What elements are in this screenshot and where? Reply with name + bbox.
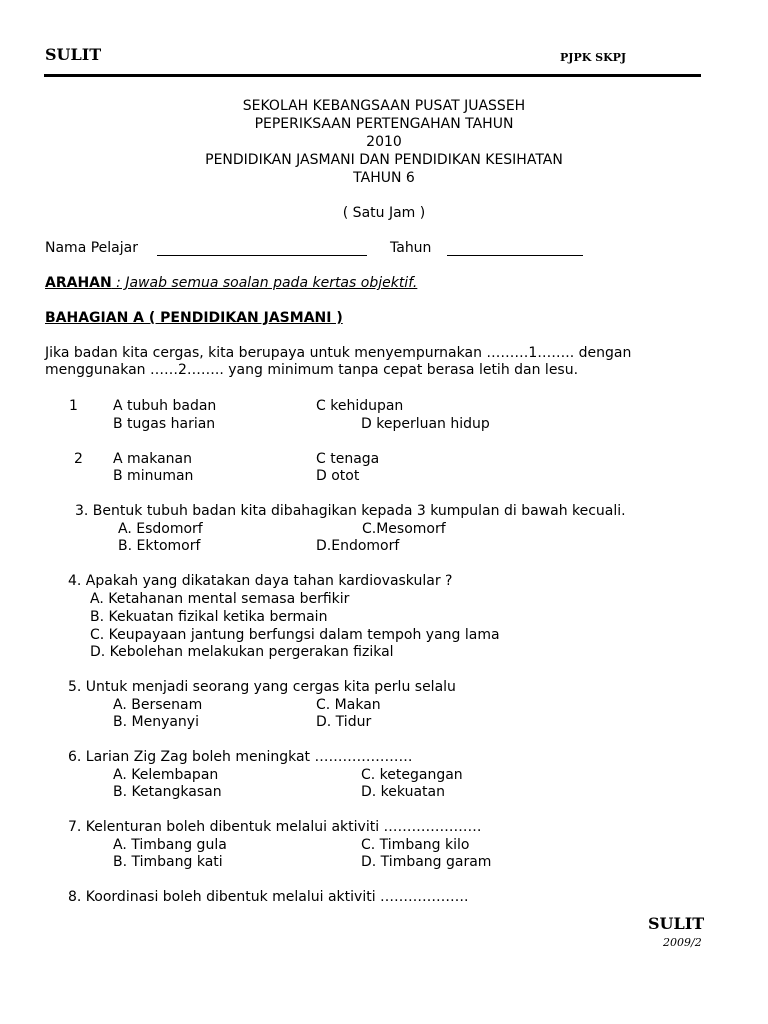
q2-number: 2	[74, 451, 83, 467]
q3-option-c: C.Mesomorf	[362, 521, 446, 537]
footer-code: 2009/2	[663, 936, 702, 949]
q3-stem: 3. Bentuk tubuh badan kita dibahagikan kepada 3 kumpulan di bawah kecuali.	[75, 503, 626, 519]
q5-stem: 5. Untuk menjadi seorang yang cergas kita perlu selalu	[68, 679, 456, 695]
q4-option-b: B. Kekuatan fizikal ketika bermain	[90, 609, 328, 625]
instructions	[45, 274, 417, 292]
header-rule	[44, 74, 701, 77]
q3-option-a: A. Esdomorf	[118, 521, 203, 537]
q1-option-a: A tubuh badan	[113, 398, 217, 414]
duration-label: ( Satu Jam )	[342, 205, 426, 221]
q5-option-b: B. Menyanyi	[113, 714, 199, 730]
exam-year: 2010	[366, 134, 402, 150]
q7-option-b: B. Timbang kati	[113, 854, 223, 870]
q2-option-c: C tenaga	[316, 451, 380, 467]
grade-label: TAHUN 6	[353, 170, 415, 186]
q7-option-a: A. Timbang gula	[113, 837, 227, 853]
q1-option-c: C kehidupan	[316, 398, 404, 414]
q7-option-c: C. Timbang kilo	[361, 837, 470, 853]
header-sulit: SULIT	[45, 45, 102, 64]
q5-option-a: A. Bersenam	[113, 697, 203, 713]
instructions-label: ARAHAN	[45, 275, 112, 291]
q6-option-c: C. ketegangan	[361, 767, 463, 783]
q7-stem: 7. Kelenturan boleh dibentuk melalui aktiviti …………………	[68, 819, 482, 835]
student-name-label: Nama Pelajar	[45, 240, 138, 256]
q1-number: 1	[69, 398, 78, 414]
q4-option-c: C. Keupayaan jantung berfungsi dalam tempoh yang lama	[90, 627, 500, 643]
q4-option-d: D. Kebolehan melakukan pergerakan fizikal	[90, 644, 394, 660]
year-field[interactable]	[447, 242, 583, 256]
q8-stem: 8. Koordinasi boleh dibentuk melalui aktiviti ……………….	[68, 889, 469, 905]
q6-option-b: B. Ketangkasan	[113, 784, 222, 800]
passage-line-1: Jika badan kita cergas, kita berupaya untuk menyempurnakan ………1…….. dengan	[45, 345, 632, 361]
q4-option-a: A. Ketahanan mental semasa berfikir	[90, 591, 350, 607]
q6-option-a: A. Kelembapan	[113, 767, 219, 783]
q3-option-d: D.Endomorf	[316, 538, 400, 554]
q3-option-b: B. Ektomorf	[118, 538, 201, 554]
q2-option-b: B minuman	[113, 468, 194, 484]
q1-option-d: D keperluan hidup	[361, 416, 490, 432]
q5-option-c: C. Makan	[316, 697, 381, 713]
q2-option-d: D otot	[316, 468, 360, 484]
instructions-text: : Jawab semua soalan pada kertas objektif.	[111, 275, 418, 291]
passage-line-2: menggunakan ……2…….. yang minimum tanpa cepat berasa letih dan lesu.	[45, 362, 579, 378]
q2-option-a: A makanan	[113, 451, 193, 467]
q6-stem: 6. Larian Zig Zag boleh meningkat …………………	[68, 749, 413, 765]
q1-option-b: B tugas harian	[113, 416, 216, 432]
header-code: PJPK SKPJ	[560, 51, 627, 64]
q6-option-d: D. kekuatan	[361, 784, 445, 800]
year-label: Tahun	[390, 240, 432, 256]
school-name: SEKOLAH KEBANGSAAN PUSAT JUASSEH	[242, 98, 526, 114]
q5-option-d: D. Tidur	[316, 714, 372, 730]
footer-sulit: SULIT	[648, 914, 705, 933]
subject-name: PENDIDIKAN JASMANI DAN PENDIDIKAN KESIHATAN	[205, 152, 563, 168]
exam-name: PEPERIKSAAN PERTENGAHAN TAHUN	[254, 116, 514, 132]
q7-option-d: D. Timbang garam	[361, 854, 492, 870]
student-name-field[interactable]	[157, 242, 367, 256]
section-title: BAHAGIAN A ( PENDIDIKAN JASMANI )	[45, 310, 343, 326]
q4-stem: 4. Apakah yang dikatakan daya tahan kardiovaskular ?	[68, 573, 453, 589]
